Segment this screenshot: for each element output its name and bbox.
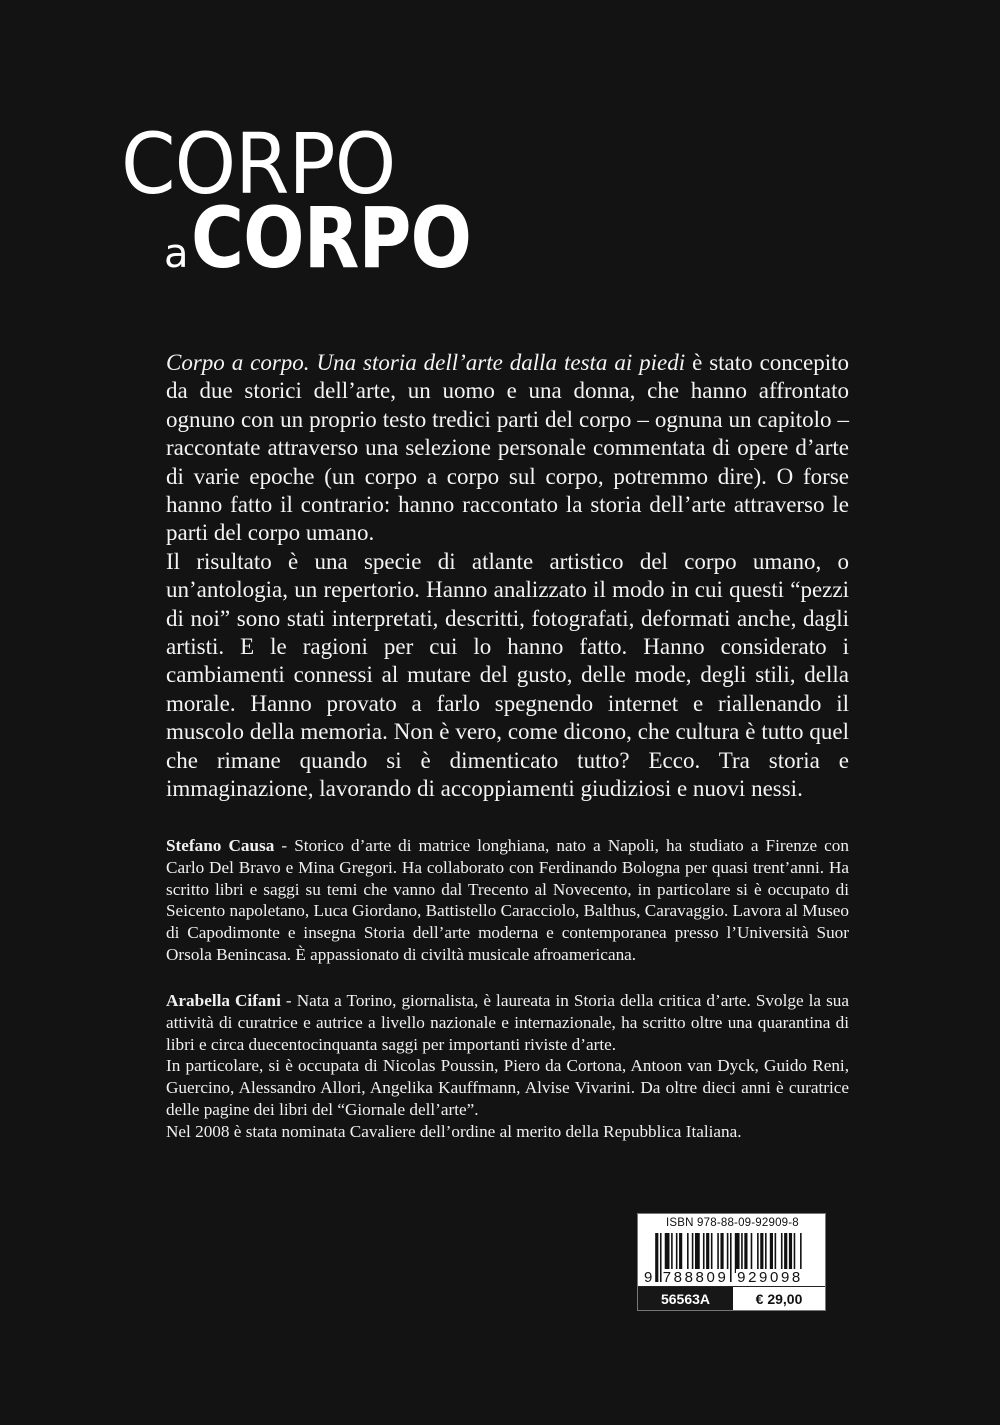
barcode-digits bbox=[644, 1269, 804, 1286]
description-paragraph-1 bbox=[166, 349, 849, 548]
book-title-italic: Corpo a corpo. Una storia dell’arte dalla testa ai piedi bbox=[166, 350, 686, 375]
barcode-digits-group-1: 788809 bbox=[662, 1269, 729, 1286]
author-bio-causa bbox=[166, 835, 849, 966]
author-name: Arabella Cifani bbox=[166, 991, 281, 1010]
barcode-label bbox=[637, 1213, 826, 1311]
author-bio-text-3: Nel 2008 è stata nominata Cavaliere dell’ordine al merito della Repubblica Italiana. bbox=[166, 1121, 742, 1141]
title-line-2 bbox=[164, 189, 516, 287]
barcode-digits-group-2: 929098 bbox=[737, 1269, 803, 1286]
description-paragraph-1-text: è stato concepito da due storici dell’arte, un uomo e una donna, che hanno affrontato ognuno con un proprio testo tredici parti del corpo – ognuna un capitolo – raccontate attraverso una selezione personale commentata di opere d’arte di varie epoche (un corpo a corpo sul corpo, potremmo dire). O forse hanno fatto il contrario: hanno raccontato la storia dell’arte attraverso le parti del corpo umano. bbox=[166, 350, 849, 546]
author-bio-cifani bbox=[166, 990, 849, 1143]
book-description bbox=[166, 349, 849, 804]
author-name: Stefano Causa bbox=[166, 836, 275, 855]
description-paragraph-2: Il risultato è una specie di atlante artistico del corpo umano, o un’antologia, un repertorio. Hanno analizzato il modo in cui questi “pezzi di noi” sono stati interpretati, descritti, fotografati, deformati anche, dagli artisti. E le ragioni per cui lo hanno fatto. Hanno considerato i cambiamenti connessi al mutare del gusto, delle mode, degli stili, della morale. Hanno provato a farlo spegnendo internet e riallenando il muscolo della memoria. Non è vero, come dicono, che cultura è tutto quel che rimane quando si è dimenticato tutto? Ecco. Tra storia e immaginazione, lavorando di accoppiamenti giudiziosi e nuovi nessi. bbox=[166, 548, 849, 802]
title-word-corpo: CORPO bbox=[121, 115, 396, 213]
price: € 29,00 bbox=[733, 1287, 825, 1310]
author-bio-text: Storico d’arte di matrice longhiana, nato a Napoli, ha studiato a Firenze con Carlo Del Bravo e Mina Gregori. Ha collaborato con Ferdinando Bologna per quasi trent’anni. Ha scritto libri e saggi su temi che vanno dal Trecento al Novecento, in particolare si è occupato di Seicento napoletano, Luca Giordano, Battistello Caracciolo, Balthus, Caravaggio. Lavora al Museo di Capodimonte e insegna Storia dell’arte moderna e contemporanea presso l’Università Suor Orsola Benincasa. È appassionato di civiltà musicale afroamericana. bbox=[166, 836, 850, 964]
author-bio-text: Nata a Torino, giornalista, è laureata in Storia della critica d’arte. Svolge la sua attività di curatrice e autrice a livello nazionale e internazionale, ha scritto oltre una quarantina di libri e circa duecentocinquanta saggi per importanti riviste d’arte. bbox=[166, 991, 849, 1054]
barcode-digit-first: 9 bbox=[644, 1269, 655, 1286]
barcode-bottom-row bbox=[638, 1286, 825, 1310]
author-bio-text-2: In particolare, si è occupata di Nicolas Poussin, Piero da Cortona, Antoon van Dyck, Guido Reni, Guercino, Alessandro Allori, Angelika Kauffmann, Alvise Vivarini. Da oltre dieci anni è curatrice delle pagine dei libri del “Giornale dell’arte”. bbox=[166, 1056, 849, 1119]
name-separator: - bbox=[274, 836, 295, 855]
title-connector: a bbox=[164, 231, 189, 277]
isbn-text: ISBN 978-88-09-92909-8 bbox=[666, 1217, 799, 1229]
name-separator: - bbox=[280, 991, 297, 1010]
product-code: 56563A bbox=[638, 1287, 733, 1310]
title-word-corpo-bold: CORPO bbox=[190, 189, 471, 287]
